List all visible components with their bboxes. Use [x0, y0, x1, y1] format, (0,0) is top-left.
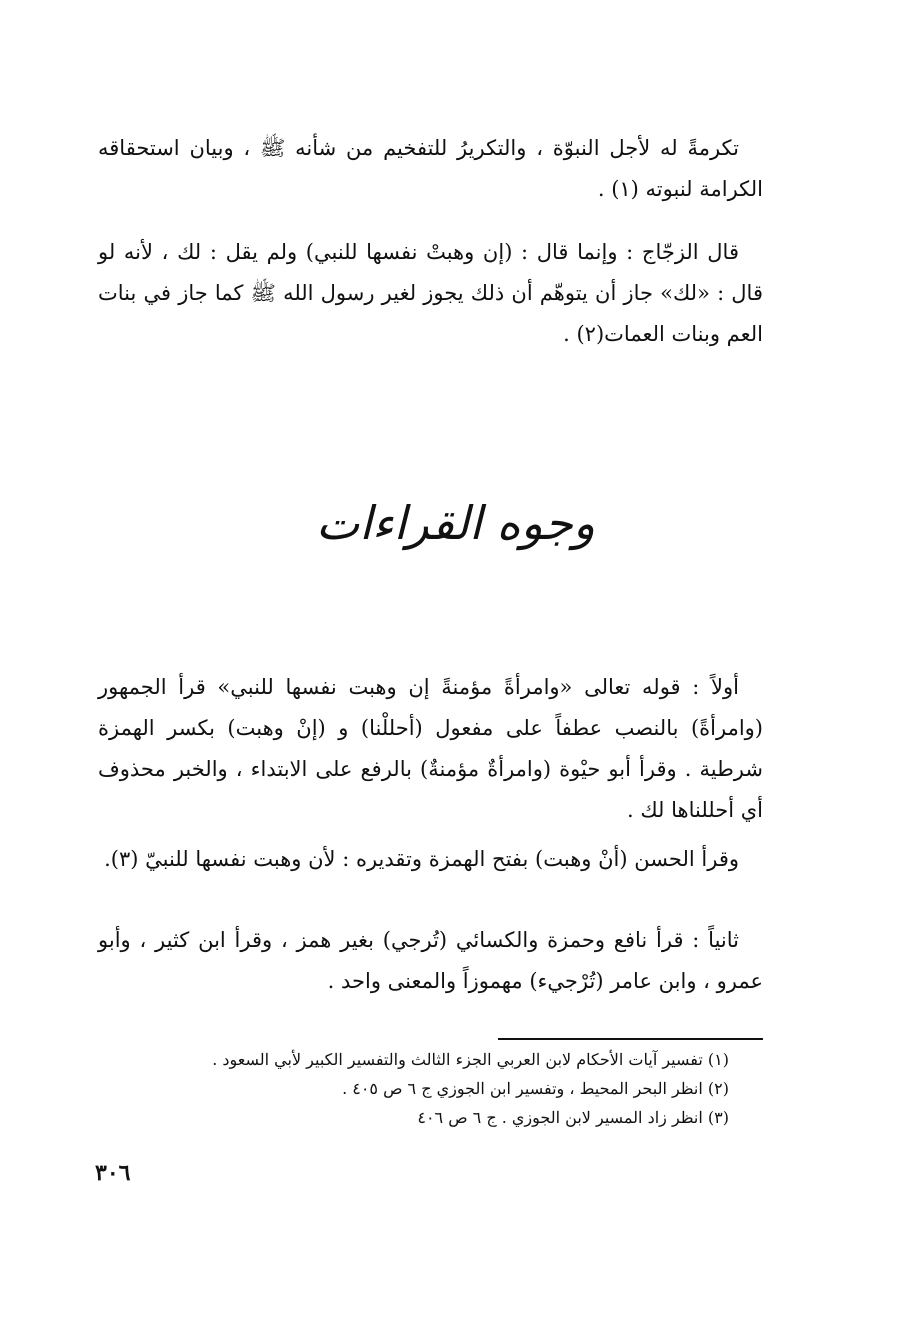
footnote-3: (٣) انظر زاد المسير لابن الجوزي . ج ٦ ص ٤٠٦: [417, 1108, 729, 1127]
footnote-2: (٢) انظر البحر المحيط ، وتفسير ابن الجوزي ج ٦ ص ٤٠٥ .: [342, 1079, 729, 1098]
paragraph-hasan-reading: وقرأ الحسن (أنْ وهبت) بفتح الهمزة وتقديره : لأن وهبت نفسها للنبيّ (٣).: [104, 847, 739, 871]
paragraph-karama: تكرمةً له لأجل النبوّة ، والتكريرُ للتفخيم من شأنه ﷺ ، وبيان استحقاقه الكرامة لنبوته (١) .: [98, 136, 763, 201]
footnote-separator: [498, 1038, 763, 1040]
section-heading: وجوه القراءات: [315, 496, 596, 550]
paragraph-second-reading: ثانياً : قرأ نافع وحمزة والكسائي (تُرجي) بغير همز ، وقرأ ابن كثير ، وأبو عمرو ، وابن عامر (تُرْجيء) مهموزاً والمعنى واحد .: [98, 928, 763, 993]
footnotes: [89, 1045, 729, 1132]
page-number: ٣٠٦: [95, 1160, 131, 1186]
footnote-1: (١) تفسير آيات الأحكام لابن العربي الجزء الثالث والتفسير الكبير لأبي السعود .: [212, 1050, 729, 1069]
paragraph-first-reading: أولاً : قوله تعالى «وامرأةً مؤمنةً إن وهبت نفسها للنبي» قرأ الجمهور (وامرأةً) بالنصب عطفاً على مفعول (أحللْنا) و (إنْ وهبت) بكسر الهمزة شرطية . وقرأ أبو حيْوة (وامرأةٌ مؤمنةٌ) بالرفع على الابتداء ، والخبر محذوف أي أحللناها لك .: [98, 675, 763, 822]
paragraph-zajjaj: قال الزجّاج : وإنما قال : (إن وهبتْ نفسها للنبي) ولم يقل : لك ، لأنه لو قال : «لك» جاز أن يتوهّم أن ذلك يجوز لغير رسول الله ﷺ كما جاز في بنات العم وبنات العمات(٢) .: [98, 240, 763, 346]
